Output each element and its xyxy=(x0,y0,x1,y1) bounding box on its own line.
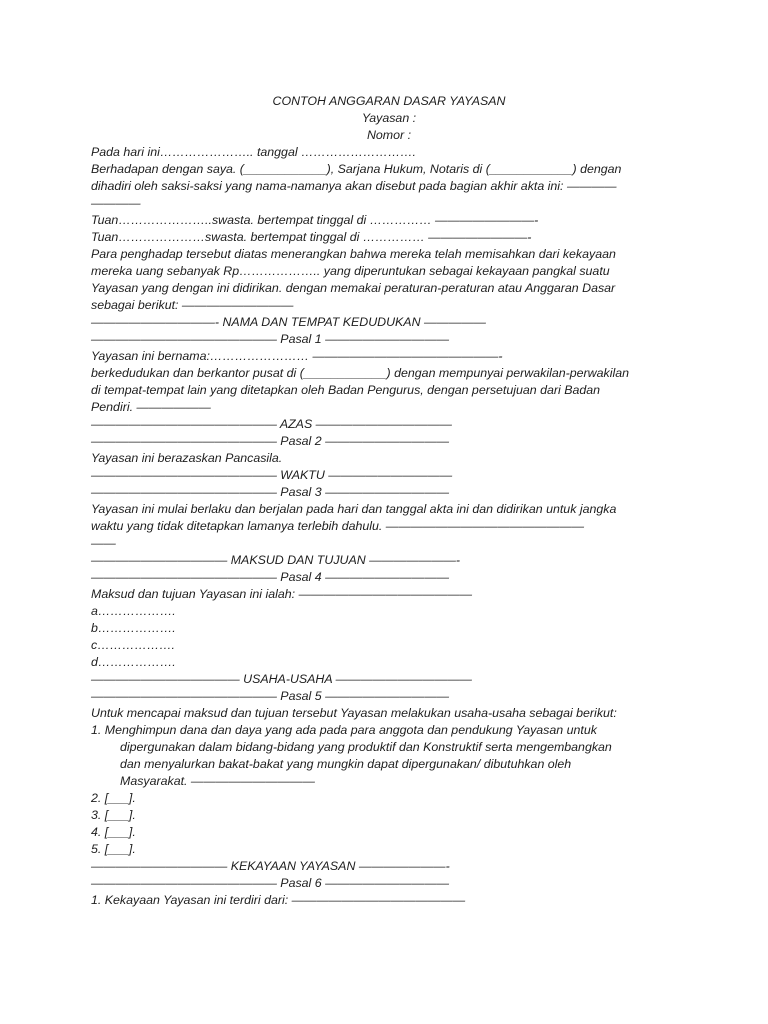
pasal-5-item-1-cont-3: Masyarakat. —————————— xyxy=(120,774,315,788)
declaration-line-2: mereka uang sebanyak Rp……………….. yang diperuntukan sebagai kekayaan pangkal suatu xyxy=(91,264,610,278)
witness-line-continuation: ———— xyxy=(91,196,141,210)
declaration-line-1: Para penghadap tersebut diatas menerangkan bahwa mereka telah memisahkan dari kekayaan xyxy=(91,247,616,261)
pasal-5-item-1: 1. Menghimpun dana dan daya yang ada pada para anggota dan pendukung Yayasan untuk xyxy=(91,723,597,737)
pasal-5-item-3: 3. [___]. xyxy=(91,808,136,822)
section-heading-nama: ——————————- NAMA DAN TEMPAT KEDUDUKAN ————— xyxy=(91,315,486,329)
declaration-line-4: sebagai berikut: ————————— xyxy=(91,298,294,312)
section-heading-waktu: ——————————————— WAKTU —————————— xyxy=(91,468,453,482)
section-heading-kekayaan: ——————————— KEKAYAAN YAYASAN ———————- xyxy=(91,859,450,873)
pasal-4-item-b: b………………. xyxy=(91,621,176,635)
yayasan-label: Yayasan : xyxy=(361,111,417,125)
nomor-label: Nomor : xyxy=(366,128,412,142)
pasal-5-item-1-cont-1: dipergunakan dalam bidang-bidang yang produktif dan Konstruktif serta mengembangkan xyxy=(120,740,612,754)
section-heading-usaha: ———————————— USAHA-USAHA ——————————— xyxy=(91,672,472,686)
document-title: CONTOH ANGGARAN DASAR YAYASAN xyxy=(272,94,506,108)
pasal-5-item-5: 5. [___]. xyxy=(91,842,136,856)
pasal-1-line-4: Pendiri. —————— xyxy=(91,400,211,414)
pasal-4-item-d: d………………. xyxy=(91,655,176,669)
pasal-1-heading: ——————————————— Pasal 1 —————————— xyxy=(91,332,449,346)
pasal-1-line-3: di tempat-tempat lain yang ditetapkan oleh Badan Pengurus, dengan persetujuan dari Badan xyxy=(91,383,601,397)
pasal-4-heading: ——————————————— Pasal 4 —————————— xyxy=(91,570,449,584)
declaration-line-3: Yayasan yang dengan ini didirikan. dengan memakai peraturan-peraturan atau Anggaran Dasar xyxy=(91,281,616,295)
pasal-6-line-1: 1. Kekayaan Yayasan ini terdiri dari: —————————————— xyxy=(91,893,466,907)
witness-line: dihadiri oleh saksi-saksi yang nama-namanya akan disebut pada bagian akhir akta ini: ———— xyxy=(91,179,617,193)
pasal-3-line-1: Yayasan ini mulai berlaku dan berjalan pada hari dan tanggal akta ini dan didirikan untuk jangka xyxy=(91,502,617,516)
pasal-5-item-2: 2. [___]. xyxy=(91,791,136,805)
pasal-4-item-a: a………………. xyxy=(91,604,176,618)
party-line-1: Tuan…………………..swasta. bertempat tinggal di …………… ————————- xyxy=(91,213,539,227)
pasal-5-line-1: Untuk mencapai maksud dan tujuan tersebut Yayasan melakukan usaha-usaha sebagai berikut: xyxy=(91,706,617,720)
pasal-1-line-1: Yayasan ini bernama:…………………… ———————————————- xyxy=(91,349,503,363)
pasal-2-line-1: Yayasan ini berazaskan Pancasila. xyxy=(91,451,283,465)
pasal-5-heading: ——————————————— Pasal 5 —————————— xyxy=(91,689,449,703)
pasal-3-line-3: —— xyxy=(91,536,116,550)
notary-line: Berhadapan dengan saya. (____________), Sarjana Hukum, Notaris di (____________) dengan xyxy=(91,162,622,176)
pasal-4-item-c: c………………. xyxy=(91,638,175,652)
pasal-5-item-1-cont-2: dan menyalurkan bakat-bakat yang mungkin dapat dipergunakan/ dibutuhkan oleh xyxy=(120,757,572,771)
pasal-3-heading: ——————————————— Pasal 3 —————————— xyxy=(91,485,449,499)
pasal-3-line-2: waktu yang tidak ditetapkan lamanya terlebih dahulu. ———————————————— xyxy=(91,519,585,533)
document-body xyxy=(91,93,687,909)
pasal-2-heading: ——————————————— Pasal 2 —————————— xyxy=(91,434,449,448)
pasal-6-heading: ——————————————— Pasal 6 —————————— xyxy=(91,876,449,890)
pasal-4-line-1: Maksud dan tujuan Yayasan ini ialah: —————————————— xyxy=(91,587,473,601)
pasal-5-item-4: 4. [___]. xyxy=(91,825,136,839)
pasal-1-line-2: berkedudukan dan berkantor pusat di (____________) dengan mempunyai perwakilan-perwakilan xyxy=(91,366,629,380)
section-heading-maksud: ——————————— MAKSUD DAN TUJUAN ———————- xyxy=(91,553,460,567)
party-line-2: Tuan…………………swasta. bertempat tinggal di …………… ————————- xyxy=(91,230,532,244)
section-heading-azas: ——————————————— AZAS ——————————— xyxy=(91,417,452,431)
opening-date-line: Pada hari ini………………….. tanggal ………………………. xyxy=(91,145,416,159)
